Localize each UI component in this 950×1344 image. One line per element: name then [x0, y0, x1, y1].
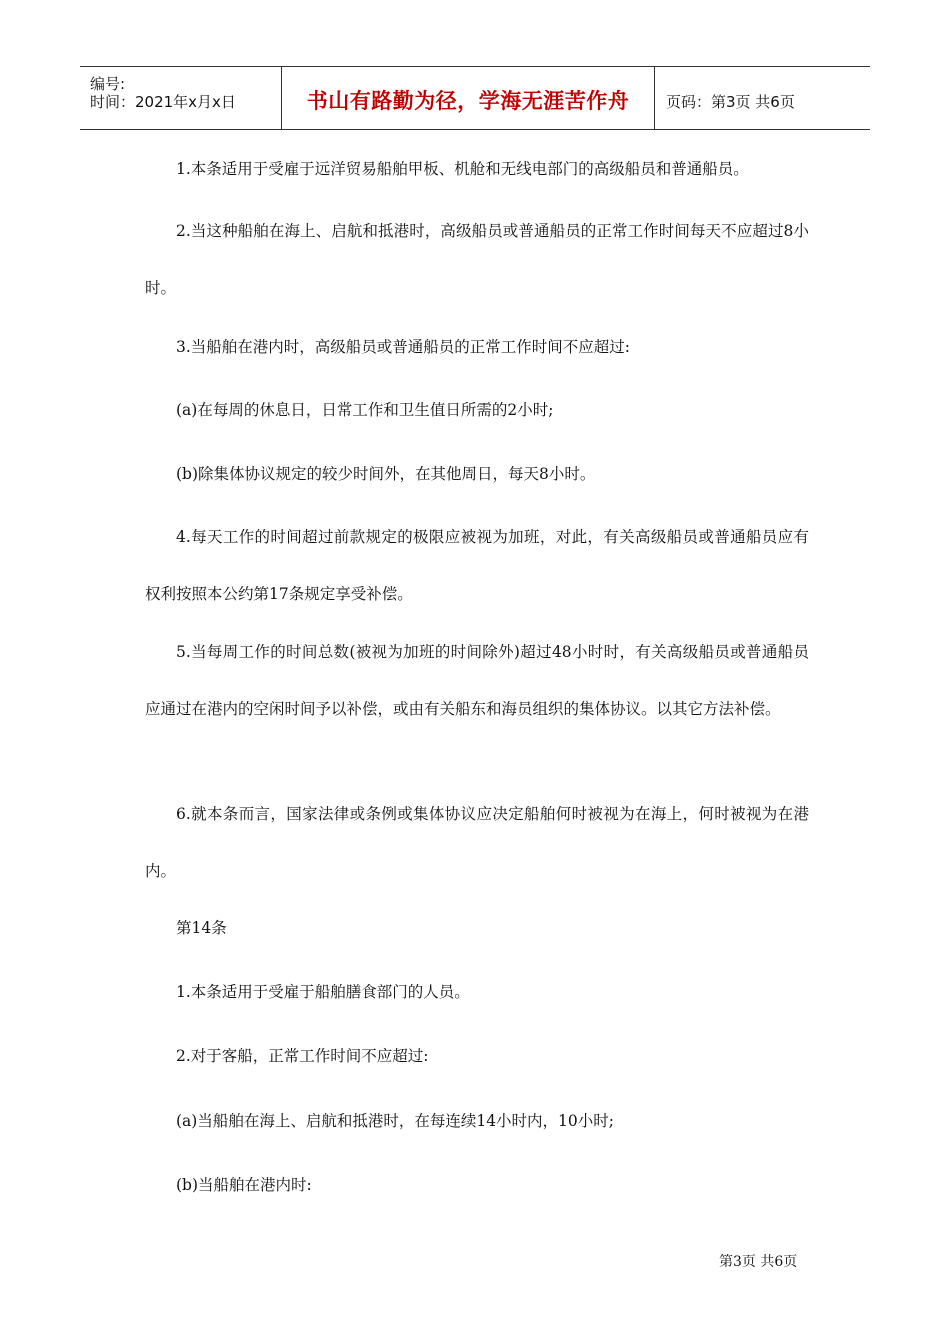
paragraph [145, 1028, 809, 1085]
document-date-label: 时间：2021年x月x日 [90, 93, 236, 111]
paragraph-text: 5.当每周工作的时间总数(被视为加班的时间除外)超过48小时时，有关高级船员或普通船员应通过在港内的空闲时间予以补偿，或由有关船东和海员组织的集体协议。以其它方法补偿。 [145, 643, 809, 718]
page-footer [719, 1251, 797, 1271]
page-header [80, 66, 870, 130]
paragraph [145, 319, 809, 376]
paragraph-text: (b)除集体协议规定的较少时间外，在其他周日，每天8小时。 [176, 465, 596, 483]
paragraph [145, 509, 809, 623]
footer-page-number: 第3页 共6页 [719, 1254, 798, 1270]
header-motto: 书山有路勤为径，学海无涯苦作舟 [306, 89, 630, 113]
paragraph [145, 446, 809, 503]
paragraph-text: 4.每天工作的时间超过前款规定的极限应被视为加班，对此，有关高级船员或普通船员应有权利按照本公约第17条规定享受补偿。 [145, 528, 809, 603]
paragraph-text: 6.就本条而言，国家法律或条例或集体协议应决定船舶何时被视为在海上，何时被视为在港内。 [145, 805, 809, 880]
paragraph [145, 203, 809, 317]
paragraph-text: 3.当船舶在港内时，高级船员或普通船员的正常工作时间不应超过: [176, 338, 631, 356]
paragraph [145, 141, 809, 198]
section-heading [145, 900, 809, 957]
header-middle-cell [282, 67, 655, 129]
paragraph-text: (b)当船舶在港内时: [176, 1176, 312, 1194]
paragraph-text: 2.当这种船舶在海上、启航和抵港时，高级船员或普通船员的正常工作时间每天不应超过8小时。 [145, 222, 809, 297]
paragraph [145, 1157, 809, 1214]
paragraph [145, 624, 809, 738]
paragraph [145, 786, 809, 900]
header-page-number: 页码：第3页 共6页 [666, 93, 795, 111]
paragraph-text: 1.本条适用于受雇于远洋贸易船舶甲板、机舱和无线电部门的高级船员和普通船员。 [176, 160, 749, 178]
header-left-cell [80, 67, 282, 129]
header-right-cell [656, 67, 870, 129]
paragraph [145, 382, 809, 439]
document-number-label: 编号: [90, 75, 126, 93]
paragraph [145, 1093, 809, 1150]
paragraph-text: 1.本条适用于受雇于船舶膳食部门的人员。 [176, 983, 470, 1001]
paragraph-text: 2.对于客船，正常工作时间不应超过: [176, 1047, 429, 1065]
paragraph [145, 964, 809, 1021]
paragraph-text: (a)在每周的休息日，日常工作和卫生值日所需的2小时; [176, 401, 554, 419]
paragraph-text: (a)当船舶在海上、启航和抵港时，在每连续14小时内，10小时; [176, 1112, 615, 1130]
section-heading-text: 第14条 [176, 919, 227, 937]
